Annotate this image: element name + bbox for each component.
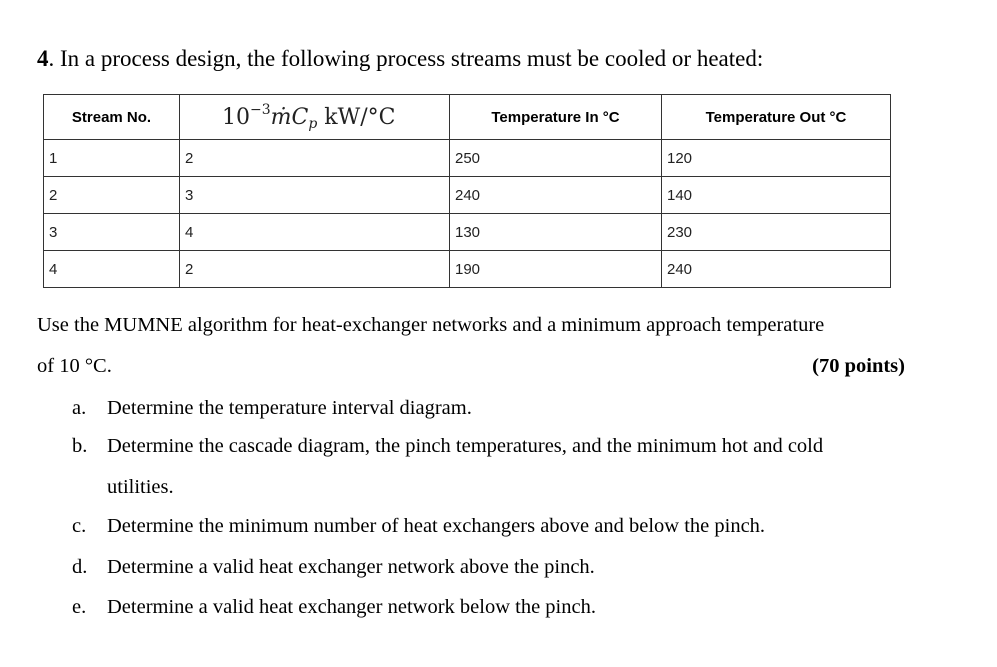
list-item	[72, 553, 595, 581]
question-header	[37, 44, 763, 74]
table-header-row	[44, 95, 891, 140]
list-item-text: Determine the minimum number of heat exchangers above and below the pinch.	[107, 515, 766, 537]
cell-stream: 1	[44, 140, 180, 177]
list-item-letter: b.	[72, 435, 88, 457]
mcp-subscript: p	[308, 116, 318, 132]
list-item-text: Determine the cascade diagram, the pinch temperatures, and the minimum hot and cold	[107, 435, 824, 457]
table-row	[44, 251, 891, 288]
header-mcp	[180, 95, 450, 140]
instruction-line: of 10 °C.	[37, 355, 112, 377]
list-item-letter: a.	[72, 397, 87, 419]
instruction-line: Use the MUMNE algorithm for heat-exchanger networks and a minimum approach temperature	[37, 314, 825, 336]
cell-temp-in: 240	[450, 177, 662, 214]
list-item	[72, 394, 472, 422]
list-item-letter: e.	[72, 596, 87, 618]
points-close: )	[898, 355, 905, 377]
cell-temp-in: 190	[450, 251, 662, 288]
cell-temp-in: 130	[450, 214, 662, 251]
cell-temp-out: 230	[662, 214, 891, 251]
question-number: 4	[37, 46, 49, 71]
points-value: 70 points	[818, 355, 899, 377]
list-item-continuation: utilities.	[107, 476, 174, 498]
header-temp-in: Temperature In °C	[450, 95, 662, 140]
mcp-units: kW/°C	[317, 105, 396, 130]
mcp-exponent: −3	[250, 102, 271, 118]
list-item	[72, 512, 765, 540]
cell-temp-out: 140	[662, 177, 891, 214]
cell-stream: 2	[44, 177, 180, 214]
cell-temp-out: 120	[662, 140, 891, 177]
header-temp-out: Temperature Out °C	[662, 95, 891, 140]
table-row	[44, 140, 891, 177]
header-stream-no: Stream No.	[44, 95, 180, 140]
list-item-letter: d.	[72, 556, 88, 578]
cell-mcp: 3	[180, 177, 450, 214]
table-row	[44, 177, 891, 214]
points-open: (	[812, 355, 819, 377]
list-item-text: Determine the temperature interval diagram.	[107, 397, 472, 419]
cell-stream: 3	[44, 214, 180, 251]
cell-temp-in: 250	[450, 140, 662, 177]
cell-mcp: 2	[180, 251, 450, 288]
list-item	[72, 432, 823, 460]
list-item	[72, 593, 596, 621]
streams-table	[43, 94, 891, 288]
list-item-text: Determine a valid heat exchanger network above the pinch.	[107, 556, 595, 578]
list-item-letter: c.	[72, 515, 87, 537]
cell-temp-out: 240	[662, 251, 891, 288]
cell-mcp: 2	[180, 140, 450, 177]
cell-mcp: 4	[180, 214, 450, 251]
table-row	[44, 214, 891, 251]
points-label	[812, 352, 905, 380]
list-item-text: Determine a valid heat exchanger network below the pinch.	[107, 596, 596, 618]
mcp-prefix: 10	[222, 105, 250, 130]
question-text: . In a process design, the following process streams must be cooled or heated:	[48, 46, 764, 71]
mcp-body: ṁC	[270, 105, 309, 130]
cell-stream: 4	[44, 251, 180, 288]
